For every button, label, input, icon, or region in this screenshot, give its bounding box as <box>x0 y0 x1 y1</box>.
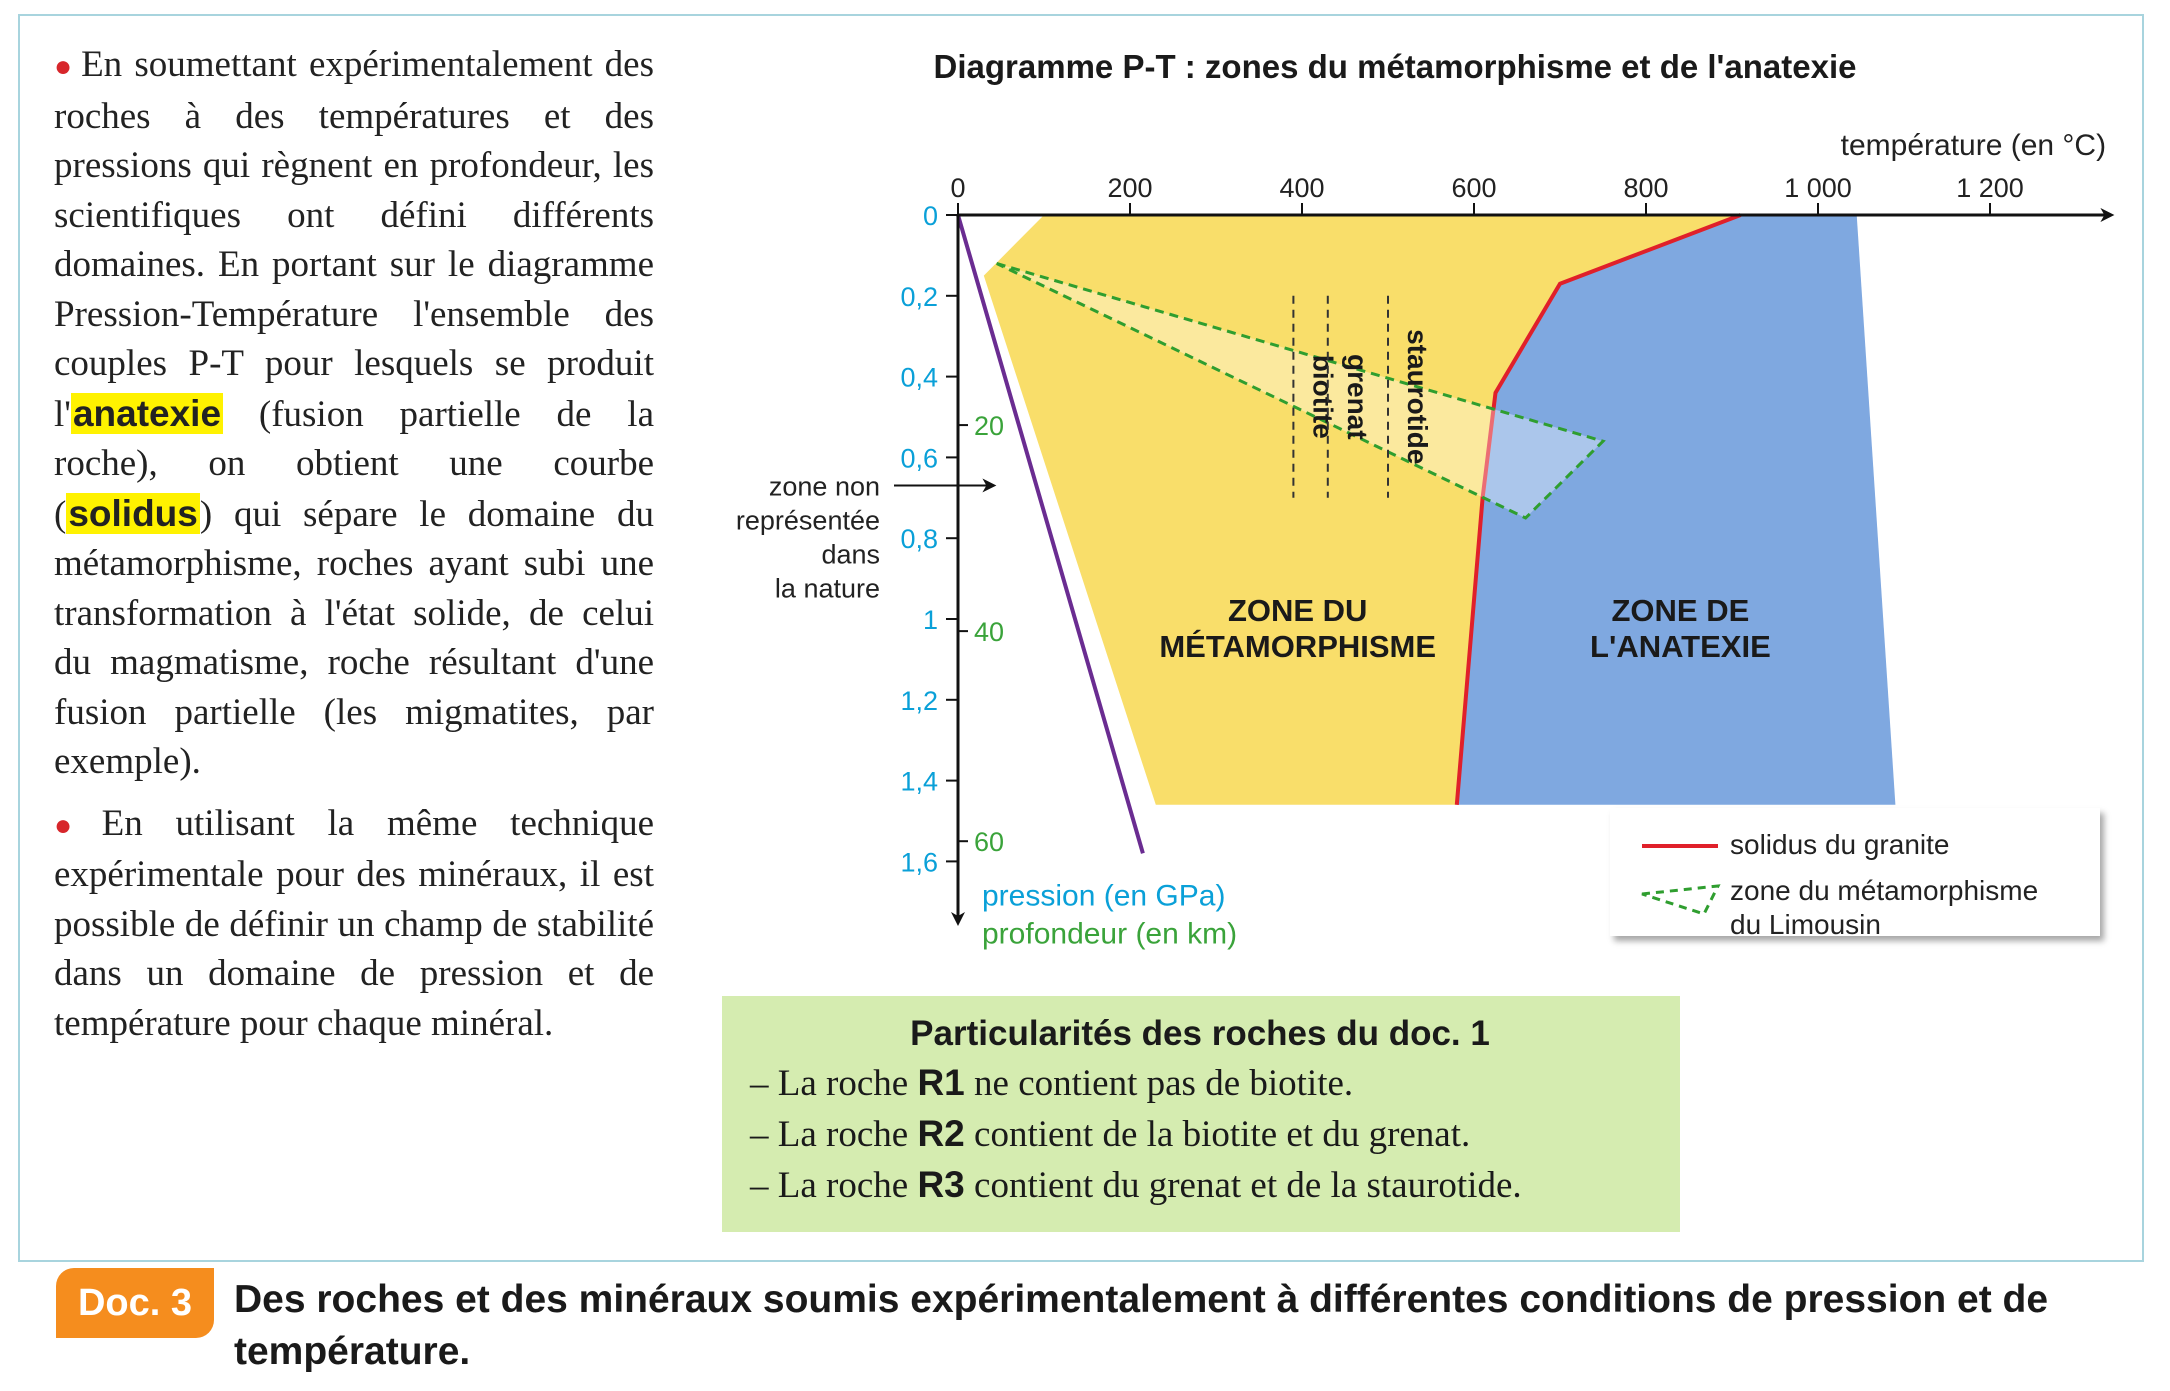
pressure-tick-label: 1,4 <box>900 766 938 797</box>
intro-paragraph-2 <box>54 799 654 1049</box>
pressure-tick-label: 0,8 <box>900 524 938 555</box>
depth-tick-label: 40 <box>974 617 1005 648</box>
mineral-label-biotite: biotite <box>1307 354 1339 439</box>
info-item-prefix: – La roche <box>750 1063 918 1104</box>
info-item-prefix: – La roche <box>750 1165 918 1206</box>
rock-label: R3 <box>917 1164 965 1205</box>
anatexis-zone-label: L'ANATEXIE <box>1590 629 1771 664</box>
doc-caption: Des roches et des minéraux soumis expérimentalement à différentes conditions de pression et de température. <box>234 1278 2049 1373</box>
mineral-label-grenat: grenat <box>1341 354 1373 440</box>
unnatural-zone-label: la nature <box>774 573 880 604</box>
info-item-r3 <box>750 1160 1680 1211</box>
info-item-r1 <box>750 1058 1680 1109</box>
p1-text-end: ) qui sépare le domaine du métamorphisme, roches ayant subi une transformation à l'état solide, de celui du magmatisme, roche résultant d'une fusion partielle (les migmatites, par exemple). <box>54 493 654 782</box>
rock-label: R1 <box>917 1062 965 1103</box>
chart-title: Diagramme P-T : zones du métamorphisme et de l'anatexie <box>933 48 1857 85</box>
depth-tick-label: 60 <box>974 827 1005 858</box>
info-item-suffix: contient du grenat et de la staurotide. <box>964 1165 1522 1206</box>
unnatural-zone-label: zone non <box>768 471 880 502</box>
info-item-r2 <box>750 1109 1680 1160</box>
info-item-suffix: ne contient pas de biotite. <box>964 1063 1354 1104</box>
pressure-tick-label: 0,4 <box>900 362 938 393</box>
pressure-tick-label: 1,6 <box>900 847 938 878</box>
x-tick-label: 1 000 <box>1784 173 1852 203</box>
legend-limousin-triangle <box>1642 886 1718 914</box>
x-tick-label: 0 <box>950 173 966 203</box>
highlight-anatexie: anatexie <box>72 392 222 434</box>
rock-label: R2 <box>917 1113 965 1154</box>
legend-limousin-label-1: zone du métamorphisme <box>1730 875 2039 906</box>
x-tick-label: 200 <box>1107 173 1153 203</box>
highlight-solidus: solidus <box>68 492 198 534</box>
pressure-tick-label: 0,6 <box>900 443 938 474</box>
x-tick-label: 1 200 <box>1956 173 2024 203</box>
x-axis-label: température (en °C) <box>1840 129 2107 162</box>
x-tick-label: 800 <box>1623 173 1669 203</box>
rock-particularities-box <box>722 996 1680 1232</box>
x-tick-label: 600 <box>1451 173 1497 203</box>
p1-text-start: En soumettant expérimentalement des roches à des températures et des pressions qui règnent en profondeur, les scientifiques ont défini différents domaines. En portant sur le diagramme Pression-Température l'ensemble des couples P-T pour lesquels se produit l' <box>54 44 654 435</box>
x-tick-label: 400 <box>1279 173 1325 203</box>
legend-solidus-label: solidus du granite <box>1730 829 1950 860</box>
pressure-tick-label: 1 <box>922 605 938 635</box>
depth-axis-label: profondeur (en km) <box>982 917 1238 951</box>
pressure-axis-label: pression (en GPa) <box>982 879 1226 913</box>
bullet-icon: ● <box>54 50 76 83</box>
intro-paragraph-1 <box>54 40 654 787</box>
doc-badge: Doc. 3 <box>56 1268 214 1338</box>
anatexis-zone-label: ZONE DE <box>1611 593 1750 628</box>
metamorphism-zone-label: MÉTAMORPHISME <box>1159 629 1437 664</box>
pressure-tick-label: 1,2 <box>900 685 938 716</box>
bullet-icon: ● <box>54 808 96 842</box>
p1-text-middle: (fusion partielle de la roche), on obtient une courbe ( <box>54 393 654 535</box>
info-item-suffix: contient de la biotite et du grenat. <box>964 1114 1471 1155</box>
info-box-title: Particularités des roches du doc. 1 <box>910 1014 1490 1053</box>
legend-limousin-label-2: du Limousin <box>1730 909 1881 940</box>
info-item-prefix: – La roche <box>750 1114 918 1155</box>
unnatural-zone-label: représentée <box>735 505 880 536</box>
legend <box>1610 808 2100 940</box>
mineral-label-staurotide: staurotide <box>1402 329 1433 465</box>
pressure-tick-label: 0,2 <box>900 281 938 312</box>
intro-text <box>54 40 654 1060</box>
pressure-tick-label: 0 <box>922 201 938 231</box>
p2-text: En utilisant la même technique expérimentale pour des minéraux, il est possible de définir un champ de stabilité dans un domaine de pression et de température pour chaque minéral. <box>54 802 654 1044</box>
unnatural-zone-label: dans <box>821 539 880 570</box>
metamorphism-zone-label: ZONE DU <box>1227 593 1368 628</box>
depth-tick-label: 20 <box>974 411 1005 442</box>
